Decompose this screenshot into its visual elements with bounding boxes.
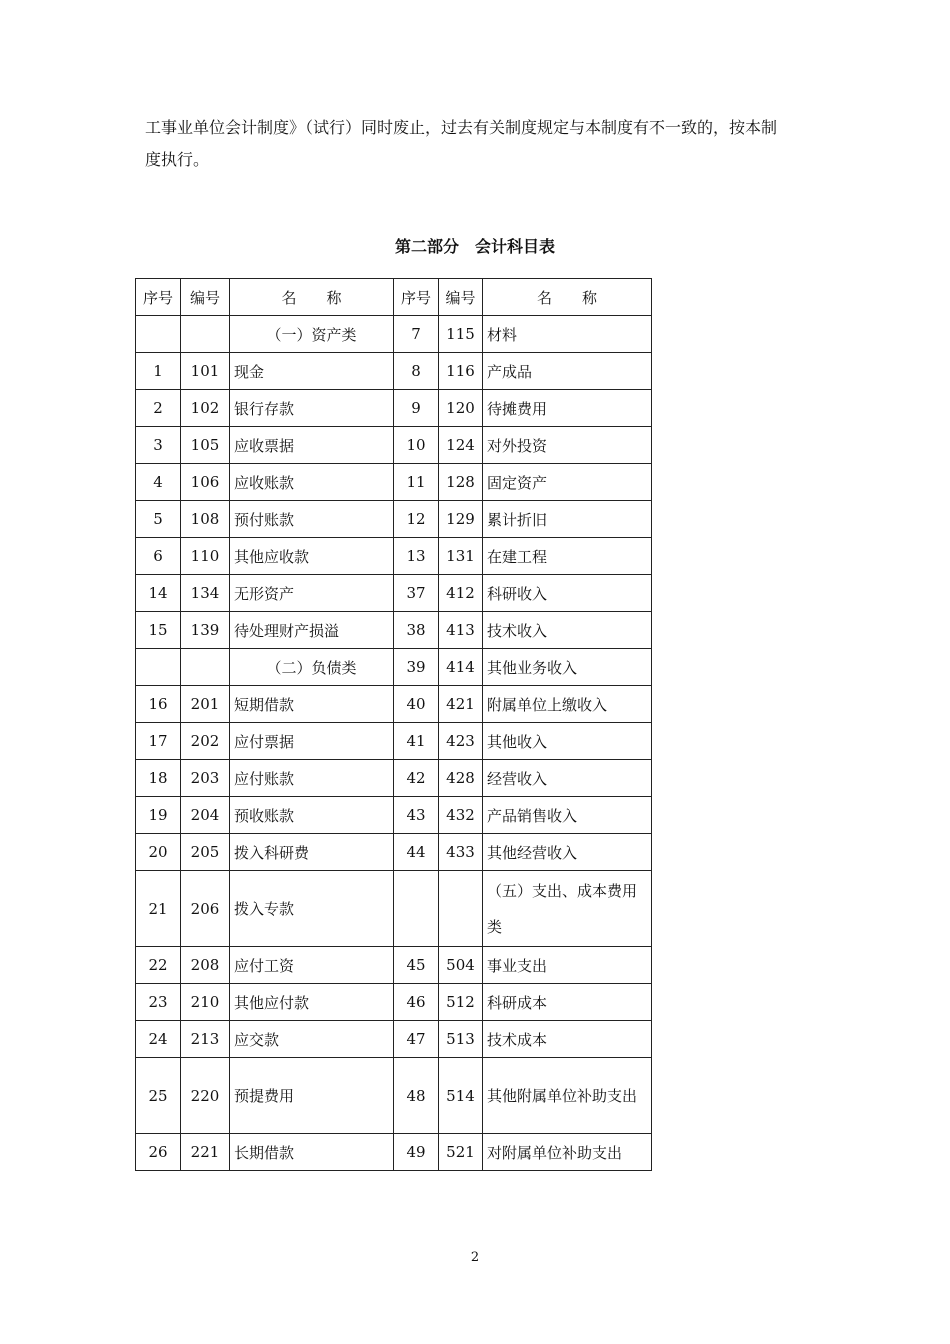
cell-seq: 10 (394, 427, 439, 464)
table-body (136, 316, 652, 1171)
cell-seq: 44 (394, 834, 439, 871)
cell-name: （五）支出、成本费用类 (483, 871, 652, 947)
table-row (136, 649, 652, 686)
account-table (135, 278, 652, 1171)
cell-code: 220 (181, 1058, 230, 1134)
cell-name: 其他应收款 (230, 538, 394, 575)
cell-seq: 49 (394, 1134, 439, 1171)
cell-seq: 47 (394, 1021, 439, 1058)
cell-name: 应交款 (230, 1021, 394, 1058)
cell-name: 事业支出 (483, 947, 652, 984)
cell-seq: 24 (136, 1021, 181, 1058)
table-row (136, 1134, 652, 1171)
table-row (136, 612, 652, 649)
table-row (136, 427, 652, 464)
cell-seq: 2 (136, 390, 181, 427)
table-row (136, 834, 652, 871)
cell-code: 504 (439, 947, 483, 984)
header-code: 编号 (181, 279, 230, 316)
table-row (136, 1058, 652, 1134)
cell-seq: 41 (394, 723, 439, 760)
section-title: 第二部分 会计科目表 (394, 237, 555, 256)
table-row (136, 501, 652, 538)
cell-name: （二）负债类 (230, 649, 394, 686)
cell-name: 产成品 (483, 353, 652, 390)
cell-code: 210 (181, 984, 230, 1021)
cell-seq: 19 (136, 797, 181, 834)
table-row (136, 1021, 652, 1058)
cell-code: 514 (439, 1058, 483, 1134)
cell-seq: 21 (136, 871, 181, 947)
cell-seq: 42 (394, 760, 439, 797)
cell-code: 221 (181, 1134, 230, 1171)
cell-name: 科研成本 (483, 984, 652, 1021)
cell-code: 201 (181, 686, 230, 723)
table-row (136, 797, 652, 834)
cell-name: 应付票据 (230, 723, 394, 760)
cell-code: 203 (181, 760, 230, 797)
table-row (136, 353, 652, 390)
cell-name: 预收账款 (230, 797, 394, 834)
cell-seq: 9 (394, 390, 439, 427)
cell-seq: 25 (136, 1058, 181, 1134)
cell-name: 材料 (483, 316, 652, 353)
table-row (136, 575, 652, 612)
cell-name: 对外投资 (483, 427, 652, 464)
cell-seq: 11 (394, 464, 439, 501)
cell-code: 116 (439, 353, 483, 390)
cell-code: 421 (439, 686, 483, 723)
cell-code (439, 871, 483, 947)
cell-seq: 14 (136, 575, 181, 612)
cell-seq: 26 (136, 1134, 181, 1171)
cell-name: 现金 (230, 353, 394, 390)
cell-code: 102 (181, 390, 230, 427)
cell-seq: 4 (136, 464, 181, 501)
table-row (136, 390, 652, 427)
cell-code: 213 (181, 1021, 230, 1058)
header-code: 编号 (439, 279, 483, 316)
cell-code: 428 (439, 760, 483, 797)
cell-name: 附属单位上缴收入 (483, 686, 652, 723)
cell-name: 待摊费用 (483, 390, 652, 427)
cell-seq: 12 (394, 501, 439, 538)
cell-code: 205 (181, 834, 230, 871)
cell-seq: 7 (394, 316, 439, 353)
cell-seq: 22 (136, 947, 181, 984)
cell-name: （一）资产类 (230, 316, 394, 353)
cell-name: 技术成本 (483, 1021, 652, 1058)
cell-name: 待处理财产损溢 (230, 612, 394, 649)
table-row (136, 984, 652, 1021)
table-row (136, 871, 652, 947)
cell-seq: 5 (136, 501, 181, 538)
cell-seq: 23 (136, 984, 181, 1021)
cell-name: 对附属单位补助支出 (483, 1134, 652, 1171)
cell-code: 414 (439, 649, 483, 686)
cell-seq: 38 (394, 612, 439, 649)
cell-seq: 45 (394, 947, 439, 984)
cell-name: 其他附属单位补助支出 (483, 1058, 652, 1134)
cell-code: 128 (439, 464, 483, 501)
cell-code: 108 (181, 501, 230, 538)
cell-name: 无形资产 (230, 575, 394, 612)
cell-name: 科研收入 (483, 575, 652, 612)
table-header-row (136, 279, 652, 316)
cell-code: 139 (181, 612, 230, 649)
cell-seq: 15 (136, 612, 181, 649)
cell-name: 产品销售收入 (483, 797, 652, 834)
cell-seq: 39 (394, 649, 439, 686)
intro-line-2: 度执行。 (145, 150, 210, 169)
cell-name: 固定资产 (483, 464, 652, 501)
cell-seq: 43 (394, 797, 439, 834)
cell-seq: 13 (394, 538, 439, 575)
cell-name: 短期借款 (230, 686, 394, 723)
cell-code: 521 (439, 1134, 483, 1171)
cell-code: 106 (181, 464, 230, 501)
cell-code: 202 (181, 723, 230, 760)
cell-name: 在建工程 (483, 538, 652, 575)
table-row (136, 464, 652, 501)
cell-seq: 1 (136, 353, 181, 390)
intro-line-1: 工事业单位会计制度》（试行）同时废止，过去有关制度规定与本制度有不一致的，按本制 (145, 118, 778, 137)
cell-code: 101 (181, 353, 230, 390)
header-seq: 序号 (394, 279, 439, 316)
cell-seq (394, 871, 439, 947)
cell-name: 拨入专款 (230, 871, 394, 947)
table-row (136, 947, 652, 984)
table-row (136, 316, 652, 353)
cell-name: 累计折旧 (483, 501, 652, 538)
cell-seq: 18 (136, 760, 181, 797)
cell-name: 预提费用 (230, 1058, 394, 1134)
cell-code: 110 (181, 538, 230, 575)
cell-name: 技术收入 (483, 612, 652, 649)
cell-seq: 17 (136, 723, 181, 760)
cell-name: 长期借款 (230, 1134, 394, 1171)
cell-seq (136, 649, 181, 686)
cell-name: 其他应付款 (230, 984, 394, 1021)
cell-name: 预付账款 (230, 501, 394, 538)
cell-seq: 3 (136, 427, 181, 464)
cell-code: 134 (181, 575, 230, 612)
cell-name: 拨入科研费 (230, 834, 394, 871)
cell-name: 经营收入 (483, 760, 652, 797)
cell-name: 银行存款 (230, 390, 394, 427)
cell-seq: 8 (394, 353, 439, 390)
cell-code: 124 (439, 427, 483, 464)
cell-code: 432 (439, 797, 483, 834)
cell-code: 204 (181, 797, 230, 834)
cell-code: 433 (439, 834, 483, 871)
cell-name: 应收账款 (230, 464, 394, 501)
cell-seq: 20 (136, 834, 181, 871)
cell-seq: 40 (394, 686, 439, 723)
cell-name: 应付账款 (230, 760, 394, 797)
cell-name: 其他业务收入 (483, 649, 652, 686)
cell-seq: 16 (136, 686, 181, 723)
cell-seq (136, 316, 181, 353)
header-name: 名 称 (230, 279, 394, 316)
table-row (136, 686, 652, 723)
cell-seq: 46 (394, 984, 439, 1021)
cell-code (181, 316, 230, 353)
cell-seq: 37 (394, 575, 439, 612)
cell-code: 423 (439, 723, 483, 760)
page-number: 2 (470, 1250, 480, 1265)
cell-code: 413 (439, 612, 483, 649)
cell-seq: 6 (136, 538, 181, 575)
table-row (136, 723, 652, 760)
cell-name: 应付工资 (230, 947, 394, 984)
cell-code: 120 (439, 390, 483, 427)
table-row (136, 760, 652, 797)
cell-code: 129 (439, 501, 483, 538)
table-row (136, 538, 652, 575)
cell-code: 512 (439, 984, 483, 1021)
cell-code (181, 649, 230, 686)
intro-paragraph (145, 112, 813, 176)
cell-name: 其他收入 (483, 723, 652, 760)
cell-code: 208 (181, 947, 230, 984)
cell-code: 115 (439, 316, 483, 353)
cell-code: 412 (439, 575, 483, 612)
cell-code: 131 (439, 538, 483, 575)
header-seq: 序号 (136, 279, 181, 316)
cell-name: 应收票据 (230, 427, 394, 464)
cell-code: 206 (181, 871, 230, 947)
header-name: 名 称 (483, 279, 652, 316)
cell-code: 513 (439, 1021, 483, 1058)
cell-code: 105 (181, 427, 230, 464)
cell-seq: 48 (394, 1058, 439, 1134)
cell-name: 其他经营收入 (483, 834, 652, 871)
